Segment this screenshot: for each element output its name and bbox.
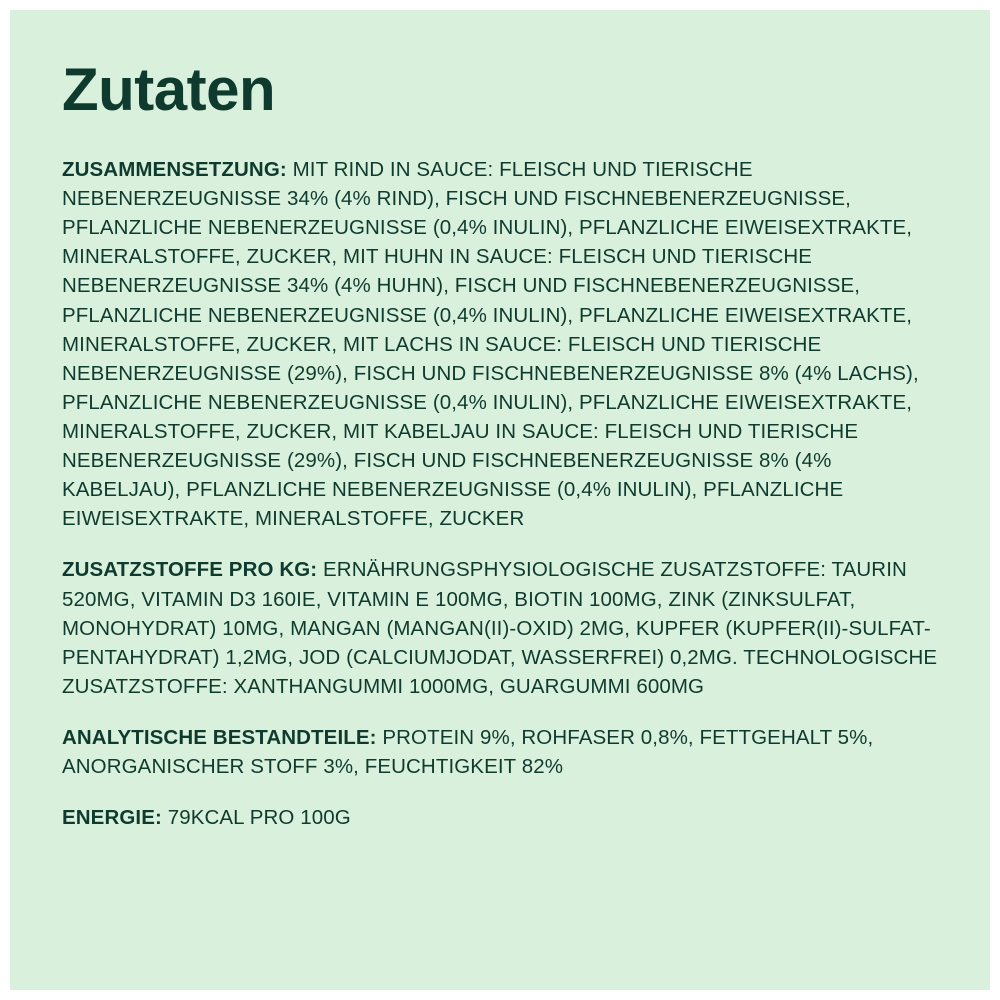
energy-text: 79KCAL PRO 100G (161, 806, 351, 830)
additives-section (62, 555, 945, 701)
composition-heading: ZUSAMMENSETZUNG: (62, 158, 287, 181)
composition-section (62, 155, 945, 533)
ingredients-panel (10, 10, 990, 990)
analytical-constituents-section (62, 723, 945, 781)
energy-section (62, 803, 945, 832)
energy-heading: ENERGIE: (62, 806, 162, 830)
page-title: Zutaten (62, 56, 276, 123)
additives-text: ERNÄHRUNGSPHYSIOLOGISCHE ZUSATZSTOFFE: TAURIN 520MG, VITAMIN D3 160IE, VITAMIN E 100MG, BIOTIN 100MG, ZINK (ZINKSULFAT, MONOHYDRAT) 10MG, MANGAN (MANGAN(II)-OXID) 2MG, KUPFER (KUPFER(II)-SULFAT-PENTAHYDRAT) 1,2MG, JOD (CALCIUMJODAT, WASSERFREI) 0,2MG. TECHNOLOGISCHE ZUSATZSTOFFE: XANTHANGUMMI 1000MG, GUARGUMMI 600MG (62, 558, 938, 698)
analytical-constituents-text: PROTEIN 9%, ROHFASER 0,8%, FETTGEHALT 5%, ANORGANISCHER STOFF 3%, FEUCHTIGKEIT 82% (62, 725, 874, 779)
additives-heading: ZUSATZSTOFFE PRO KG: (62, 558, 318, 582)
analytical-constituents-heading: ANALYTISCHE BESTANDTEILE: (62, 725, 377, 749)
composition-text: MIT RIND IN SAUCE: FLEISCH UND TIERISCHE NEBENERZEUGNISSE 34% (4% RIND), FISCH UND FISCHNEBENERZEUGNISSE, PFLANZLICHE NEBENERZEUGNISSE (0,4% INULIN), PFLANZLICHE EIWEISEXTRAKTE, MINERALSTOFFE, ZUCKER, MIT HUHN IN SAUCE: FLEISCH UND TIERISCHE NEBENERZEUGNISSE 34% (4% HUHN), FISCH UND FISCHNEBENERZEUGNISSE, PFLANZLICHE NEBENERZEUGNISSE (0,4% INULIN), PFLANZLICHE EIWEISEXTRAKTE, MINERALSTOFFE, ZUCKER, MIT LACHS IN SAUCE: FLEISCH UND TIERISCHE NEBENERZEUGNISSE (29%), FISCH UND FISCHNEBENERZEUGNISSE 8% (4% LACHS), PFLANZLICHE NEBENERZEUGNISSE (0,4% INULIN), PFLANZLICHE EIWEISEXTRAKTE, MINERALSTOFFE, ZUCKER, MIT KABELJAU IN SAUCE: FLEISCH UND TIERISCHE NEBENERZEUGNISSE (29%), FISCH UND FISCHNEBENERZEUGNISSE 8% (4% KABELJAU), PFLANZLICHE NEBENERZEUGNISSE (0,4% INULIN), PFLANZLICHE EIWEISEXTRAKTE, MINERALSTOFFE, ZUCKER (62, 158, 919, 531)
